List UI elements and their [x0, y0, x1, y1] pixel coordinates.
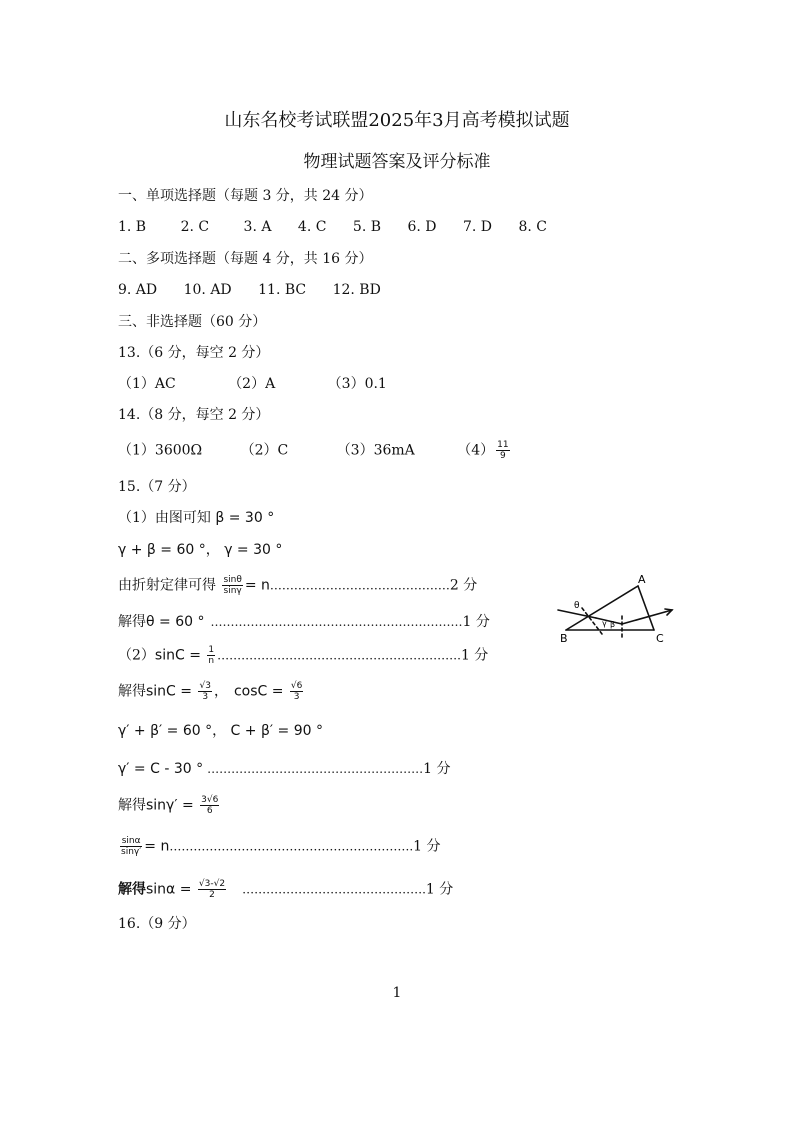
label-b: B — [560, 632, 568, 645]
answer-12: 12. BD — [332, 282, 381, 298]
q14-heading: 14.（8 分，每空 2 分） — [118, 407, 270, 423]
q14-answer-2: （2）C — [240, 442, 289, 459]
q16-heading: 16.（9 分） — [118, 916, 196, 932]
section-1-answers — [118, 217, 547, 237]
q15-line-5: （2）sinC = $\frac{1}{n}$ …………………………………………………….1 分 — [118, 645, 489, 666]
section-2-answers — [118, 280, 381, 300]
section-1-heading: 一、单项选择题（每题 3 分，共 24 分） — [118, 188, 373, 204]
q14-answer-4-prefix: （4） — [457, 442, 495, 459]
q15-line-9: 解得sinγ′ = $\frac{3√6}{6}$ — [118, 795, 219, 816]
section-2-heading: 二、多项选择题（每题 4 分，共 16 分） — [118, 251, 373, 267]
prism-refraction-diagram — [556, 572, 680, 646]
answer-7: 7. D — [462, 219, 493, 235]
q15-line-1: （1）由图可知 β = 30 ° — [118, 510, 275, 526]
label-theta: θ — [574, 601, 580, 611]
q13-answer-3: （3）0.1 — [327, 376, 387, 392]
q13-answer-2: （2）A — [228, 376, 276, 392]
answer-3: 3. A — [243, 219, 272, 235]
q14-answer-4-fraction: $\frac{11}{9}$ — [497, 440, 509, 461]
q15-heading: 15.（7 分） — [118, 479, 196, 495]
edge-ac — [638, 586, 654, 630]
answer-5: 5. B — [352, 219, 382, 235]
answer-2: 2. C — [180, 219, 210, 235]
q15-line-6: 解得sinC = $\frac{√3}{3}$ ， cosC = $\frac{√6}{3}$ — [118, 681, 303, 702]
answer-1: 1. B — [118, 219, 147, 235]
page-number: 1 — [392, 985, 402, 1001]
q13-heading: 13.（6 分，每空 2 分） — [118, 345, 270, 361]
document-subtitle: 物理试题答案及评分标准 — [303, 152, 491, 172]
answer-10: 10. AD — [183, 282, 232, 298]
answer-4: 4. C — [297, 219, 327, 235]
incident-ray — [558, 610, 596, 618]
answer-9: 9. AD — [118, 282, 158, 298]
label-gamma: γ — [602, 619, 607, 628]
q14-answers — [118, 440, 512, 461]
q15-line-7: γ′ + β′ = 60 °， C + β′ = 90 ° — [118, 723, 323, 739]
q15-line-4: 解得θ = 60 ° ………………………………………………………1 分 — [118, 614, 490, 630]
q13-answers — [118, 374, 387, 394]
section-3-heading: 三、非选择题（60 分） — [118, 314, 267, 330]
answer-8: 8. C — [518, 219, 547, 235]
q15-line-10: $\frac{\sin\alpha}{\sin\gamma'}$ = n…………………………………………………….1 分 — [121, 836, 441, 857]
label-beta: β — [610, 620, 616, 629]
refracted-ray — [596, 618, 622, 624]
q15-line-11: 解得sinα = $\frac{√3-√2}{2}$ ……………………………………….1 分 — [118, 879, 454, 900]
q15-line-2: γ + β = 60 °， γ = 30 ° — [118, 542, 283, 558]
answer-6: 6. D — [407, 219, 437, 235]
q14-answer-1: （1）3600Ω — [118, 442, 203, 459]
q13-answer-1: （1）AC — [118, 376, 176, 392]
label-c: C — [656, 632, 664, 645]
label-a: A — [638, 573, 646, 586]
q15-line-3: 由折射定律可得 $\frac{\sin\theta}{\sin\gamma}$ = n………………………………………2 分 — [118, 575, 478, 596]
q15-line-8: γ′ = C - 30 ° ………………………………………………1 分 — [118, 761, 451, 777]
q14-answer-3: （3）36mA — [336, 442, 415, 459]
document-title: 山东名校考试联盟2025年3月高考模拟试题 — [224, 110, 570, 131]
answer-11: 11. BC — [258, 282, 307, 298]
